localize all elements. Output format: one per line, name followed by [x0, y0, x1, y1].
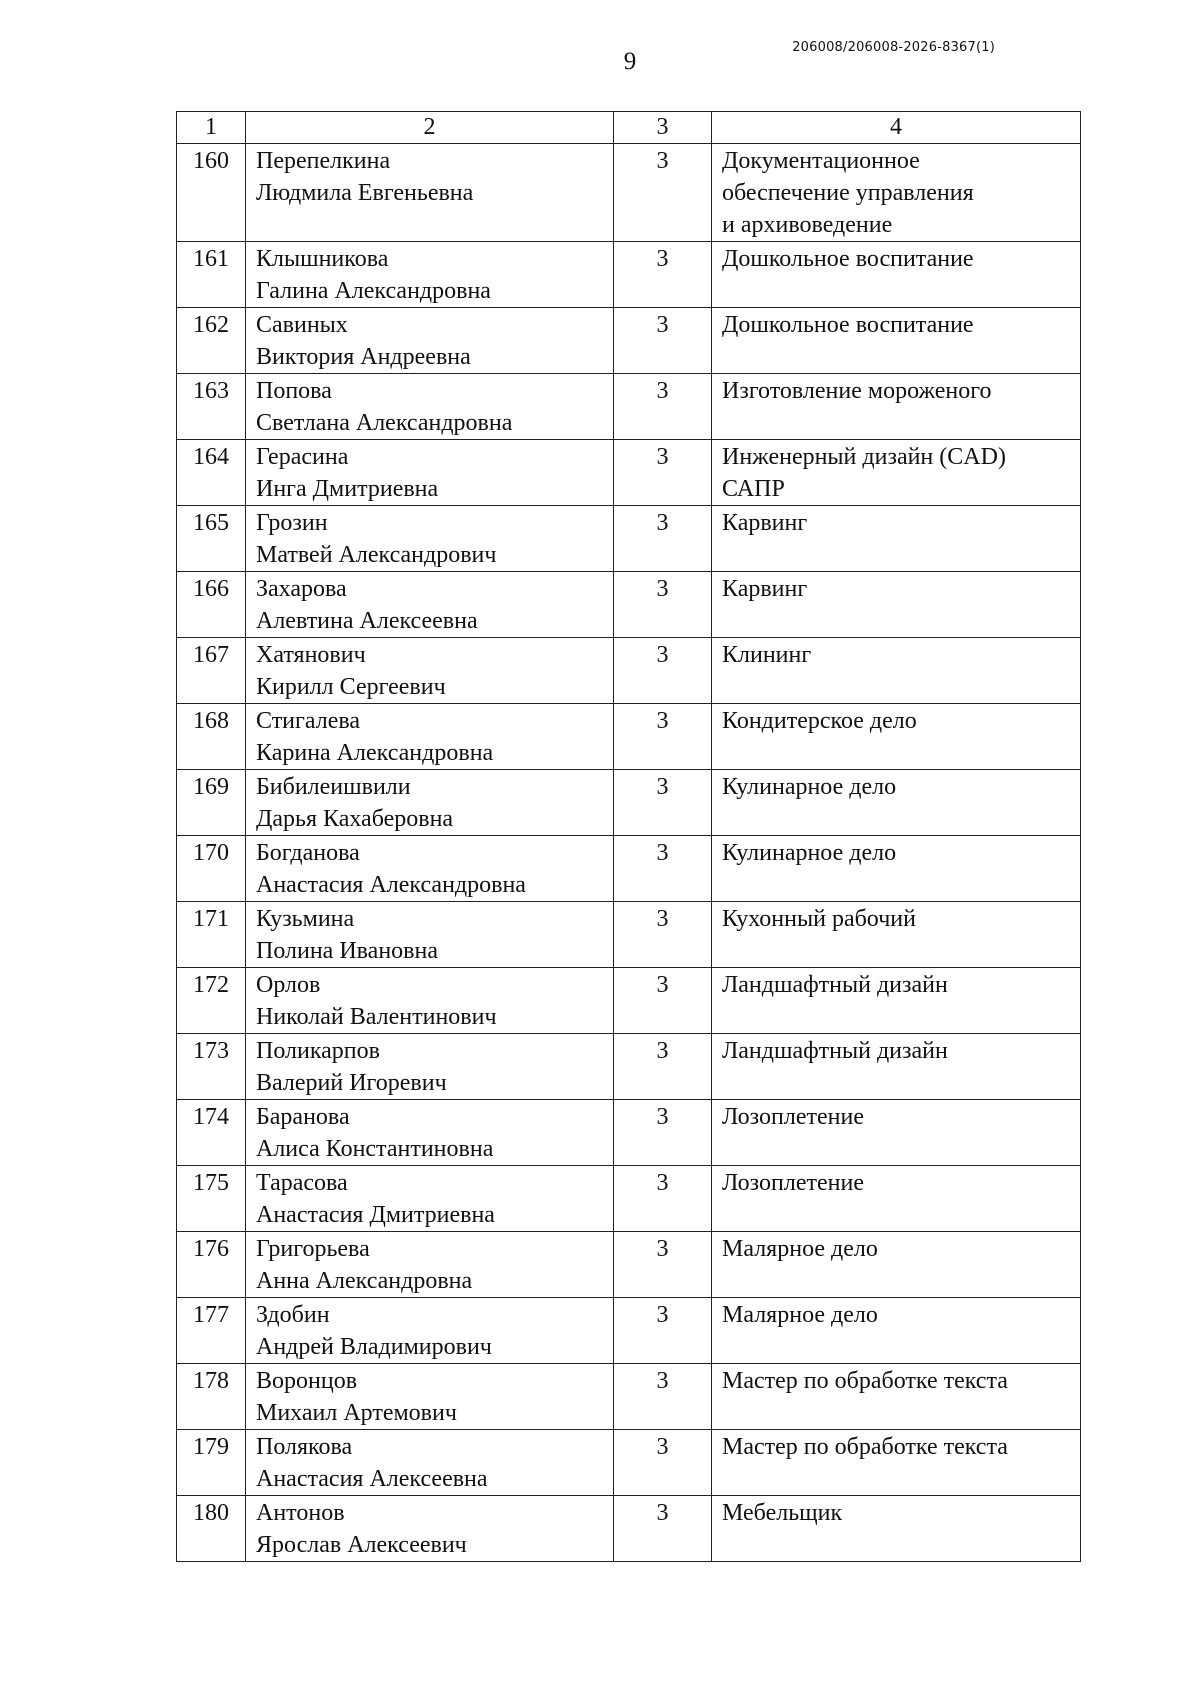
- given-names: Инга Дмитриевна: [256, 476, 439, 502]
- row-number: 166: [177, 572, 246, 638]
- participant-name: [246, 1364, 614, 1430]
- specialization-line: Малярное дело: [722, 1236, 878, 1262]
- participant-name: [246, 308, 614, 374]
- grade-value: 3: [614, 1496, 712, 1562]
- participant-name: [246, 836, 614, 902]
- specialization: [712, 440, 1081, 506]
- specialization-line: Кулинарное дело: [722, 774, 897, 800]
- surname: Поликарпов: [256, 1038, 380, 1064]
- row-number: 172: [177, 968, 246, 1034]
- surname: Орлов: [256, 972, 321, 998]
- surname: Антонов: [256, 1500, 345, 1526]
- given-names: Виктория Андреевна: [256, 344, 471, 370]
- row-number: 165: [177, 506, 246, 572]
- given-names: Михаил Артемович: [256, 1400, 457, 1426]
- grade-value: 3: [614, 440, 712, 506]
- grade-value: 3: [614, 144, 712, 242]
- participant-name: [246, 374, 614, 440]
- specialization-line: Кондитерское дело: [722, 708, 917, 734]
- table-row: [177, 968, 1081, 1034]
- specialization-line: обеспечение управления: [722, 180, 974, 206]
- participant-name: [246, 144, 614, 242]
- row-number: 179: [177, 1430, 246, 1496]
- specialization: [712, 1034, 1081, 1100]
- row-number: 178: [177, 1364, 246, 1430]
- specialization-line: Лозоплетение: [722, 1170, 864, 1196]
- surname: Здобин: [256, 1302, 330, 1328]
- specialization-line: Мастер по обработке текста: [722, 1434, 1008, 1460]
- specialization-line: Клининг: [722, 642, 812, 668]
- table-row: [177, 1166, 1081, 1232]
- surname: Захарова: [256, 576, 347, 602]
- table-header-row: [177, 112, 1081, 144]
- specialization: [712, 242, 1081, 308]
- specialization: [712, 1232, 1081, 1298]
- row-number: 161: [177, 242, 246, 308]
- specialization-line: САПР: [722, 476, 785, 502]
- surname: Кузьмина: [256, 906, 355, 932]
- table-row: [177, 1298, 1081, 1364]
- specialization: [712, 1298, 1081, 1364]
- given-names: Кирилл Сергеевич: [256, 674, 446, 700]
- grade-value: 3: [614, 1298, 712, 1364]
- table-row: [177, 506, 1081, 572]
- grade-value: 3: [614, 770, 712, 836]
- table-row: [177, 638, 1081, 704]
- participant-name: [246, 1298, 614, 1364]
- participant-name: [246, 242, 614, 308]
- given-names: Валерий Игоревич: [256, 1070, 447, 1096]
- participant-name: [246, 440, 614, 506]
- specialization: [712, 1496, 1081, 1562]
- row-number: 170: [177, 836, 246, 902]
- given-names: Ярослав Алексеевич: [256, 1532, 467, 1558]
- table-row: [177, 1232, 1081, 1298]
- specialization-line: Карвинг: [722, 576, 808, 602]
- document-id: 206008/206008-2026-8367(1): [792, 40, 995, 55]
- table-row: [177, 242, 1081, 308]
- participant-name: [246, 770, 614, 836]
- participant-name: [246, 902, 614, 968]
- surname: Богданова: [256, 840, 360, 866]
- specialization: [712, 968, 1081, 1034]
- participant-name: [246, 1034, 614, 1100]
- specialization-line: Документационное: [722, 148, 920, 174]
- row-number: 171: [177, 902, 246, 968]
- given-names: Анастасия Дмитриевна: [256, 1202, 495, 1228]
- participant-name: [246, 1496, 614, 1562]
- specialization-line: Ландшафтный дизайн: [722, 972, 948, 998]
- table-row: [177, 1034, 1081, 1100]
- row-number: 174: [177, 1100, 246, 1166]
- row-number: 167: [177, 638, 246, 704]
- given-names: Дарья Кахаберовна: [256, 806, 454, 832]
- given-names: Алиса Константиновна: [256, 1136, 494, 1162]
- specialization: [712, 572, 1081, 638]
- column-header: 3: [614, 112, 712, 144]
- surname: Бибилеишвили: [256, 774, 411, 800]
- given-names: Светлана Александровна: [256, 410, 513, 436]
- row-number: 176: [177, 1232, 246, 1298]
- surname: Клышникова: [256, 246, 389, 272]
- page-number: 9: [623, 48, 637, 75]
- specialization-line: Дошкольное воспитание: [722, 312, 974, 338]
- grade-value: 3: [614, 1430, 712, 1496]
- given-names: Матвей Александрович: [256, 542, 497, 568]
- specialization: [712, 1430, 1081, 1496]
- row-number: 162: [177, 308, 246, 374]
- table-row: [177, 374, 1081, 440]
- grade-value: 3: [614, 836, 712, 902]
- specialization: [712, 902, 1081, 968]
- grade-value: 3: [614, 242, 712, 308]
- surname: Тарасова: [256, 1170, 348, 1196]
- table-row: [177, 1496, 1081, 1562]
- specialization-line: Мастер по обработке текста: [722, 1368, 1008, 1394]
- grade-value: 3: [614, 374, 712, 440]
- surname: Перепелкина: [256, 148, 391, 174]
- specialization-line: Дошкольное воспитание: [722, 246, 974, 272]
- surname: Полякова: [256, 1434, 353, 1460]
- participant-name: [246, 1232, 614, 1298]
- participant-name: [246, 638, 614, 704]
- specialization: [712, 836, 1081, 902]
- row-number: 163: [177, 374, 246, 440]
- given-names: Николай Валентинович: [256, 1004, 497, 1030]
- grade-value: 3: [614, 638, 712, 704]
- specialization-line: Кулинарное дело: [722, 840, 897, 866]
- row-number: 175: [177, 1166, 246, 1232]
- participant-name: [246, 968, 614, 1034]
- specialization-line: Инженерный дизайн (CAD): [722, 444, 1006, 470]
- grade-value: 3: [614, 308, 712, 374]
- grade-value: 3: [614, 506, 712, 572]
- table-row: [177, 144, 1081, 242]
- row-number: 173: [177, 1034, 246, 1100]
- given-names: Анна Александровна: [256, 1268, 473, 1294]
- grade-value: 3: [614, 1232, 712, 1298]
- table-row: [177, 704, 1081, 770]
- surname: Стигалева: [256, 708, 361, 734]
- specialization-line: Ландшафтный дизайн: [722, 1038, 948, 1064]
- specialization: [712, 1166, 1081, 1232]
- table-row: [177, 770, 1081, 836]
- grade-value: 3: [614, 1100, 712, 1166]
- given-names: Людмила Евгеньевна: [256, 180, 474, 206]
- participant-name: [246, 1100, 614, 1166]
- grade-value: 3: [614, 968, 712, 1034]
- specialization: [712, 704, 1081, 770]
- table-row: [177, 1100, 1081, 1166]
- given-names: Алевтина Алексеевна: [256, 608, 478, 634]
- surname: Баранова: [256, 1104, 350, 1130]
- participant-name: [246, 572, 614, 638]
- table-row: [177, 308, 1081, 374]
- grade-value: 3: [614, 704, 712, 770]
- participant-name: [246, 506, 614, 572]
- column-header: 1: [177, 112, 246, 144]
- specialization-line: и архивоведение: [722, 212, 893, 238]
- specialization-line: Кухонный рабочий: [722, 906, 916, 932]
- grade-value: 3: [614, 572, 712, 638]
- specialization: [712, 770, 1081, 836]
- table-row: [177, 1364, 1081, 1430]
- specialization-line: Мебельщик: [722, 1500, 843, 1526]
- row-number: 177: [177, 1298, 246, 1364]
- participant-name: [246, 1430, 614, 1496]
- surname: Воронцов: [256, 1368, 358, 1394]
- surname: Хатянович: [256, 642, 366, 668]
- surname: Герасина: [256, 444, 349, 470]
- table-row: [177, 1430, 1081, 1496]
- row-number: 164: [177, 440, 246, 506]
- row-number: 180: [177, 1496, 246, 1562]
- given-names: Галина Александровна: [256, 278, 491, 304]
- row-number: 168: [177, 704, 246, 770]
- column-header: 2: [246, 112, 614, 144]
- given-names: Анастасия Александровна: [256, 872, 526, 898]
- specialization-line: Изготовление мороженого: [722, 378, 992, 404]
- grade-value: 3: [614, 1034, 712, 1100]
- table-row: [177, 902, 1081, 968]
- surname: Савиных: [256, 312, 348, 338]
- specialization: [712, 144, 1081, 242]
- row-number: 169: [177, 770, 246, 836]
- specialization: [712, 638, 1081, 704]
- given-names: Анастасия Алексеевна: [256, 1466, 488, 1492]
- participant-name: [246, 704, 614, 770]
- specialization: [712, 1364, 1081, 1430]
- table-row: [177, 836, 1081, 902]
- row-number: 160: [177, 144, 246, 242]
- specialization-line: Карвинг: [722, 510, 808, 536]
- specialization: [712, 308, 1081, 374]
- grade-value: 3: [614, 1166, 712, 1232]
- specialization: [712, 1100, 1081, 1166]
- grade-value: 3: [614, 1364, 712, 1430]
- surname: Попова: [256, 378, 332, 404]
- given-names: Карина Александровна: [256, 740, 494, 766]
- given-names: Полина Ивановна: [256, 938, 439, 964]
- specialization: [712, 506, 1081, 572]
- given-names: Андрей Владимирович: [256, 1334, 492, 1360]
- table-row: [177, 440, 1081, 506]
- column-header: 4: [712, 112, 1081, 144]
- table-row: [177, 572, 1081, 638]
- participant-name: [246, 1166, 614, 1232]
- surname: Григорьева: [256, 1236, 370, 1262]
- specialization-line: Малярное дело: [722, 1302, 878, 1328]
- specialization-line: Лозоплетение: [722, 1104, 864, 1130]
- grade-value: 3: [614, 902, 712, 968]
- surname: Грозин: [256, 510, 328, 536]
- specialization: [712, 374, 1081, 440]
- participants-table: [176, 111, 1081, 1562]
